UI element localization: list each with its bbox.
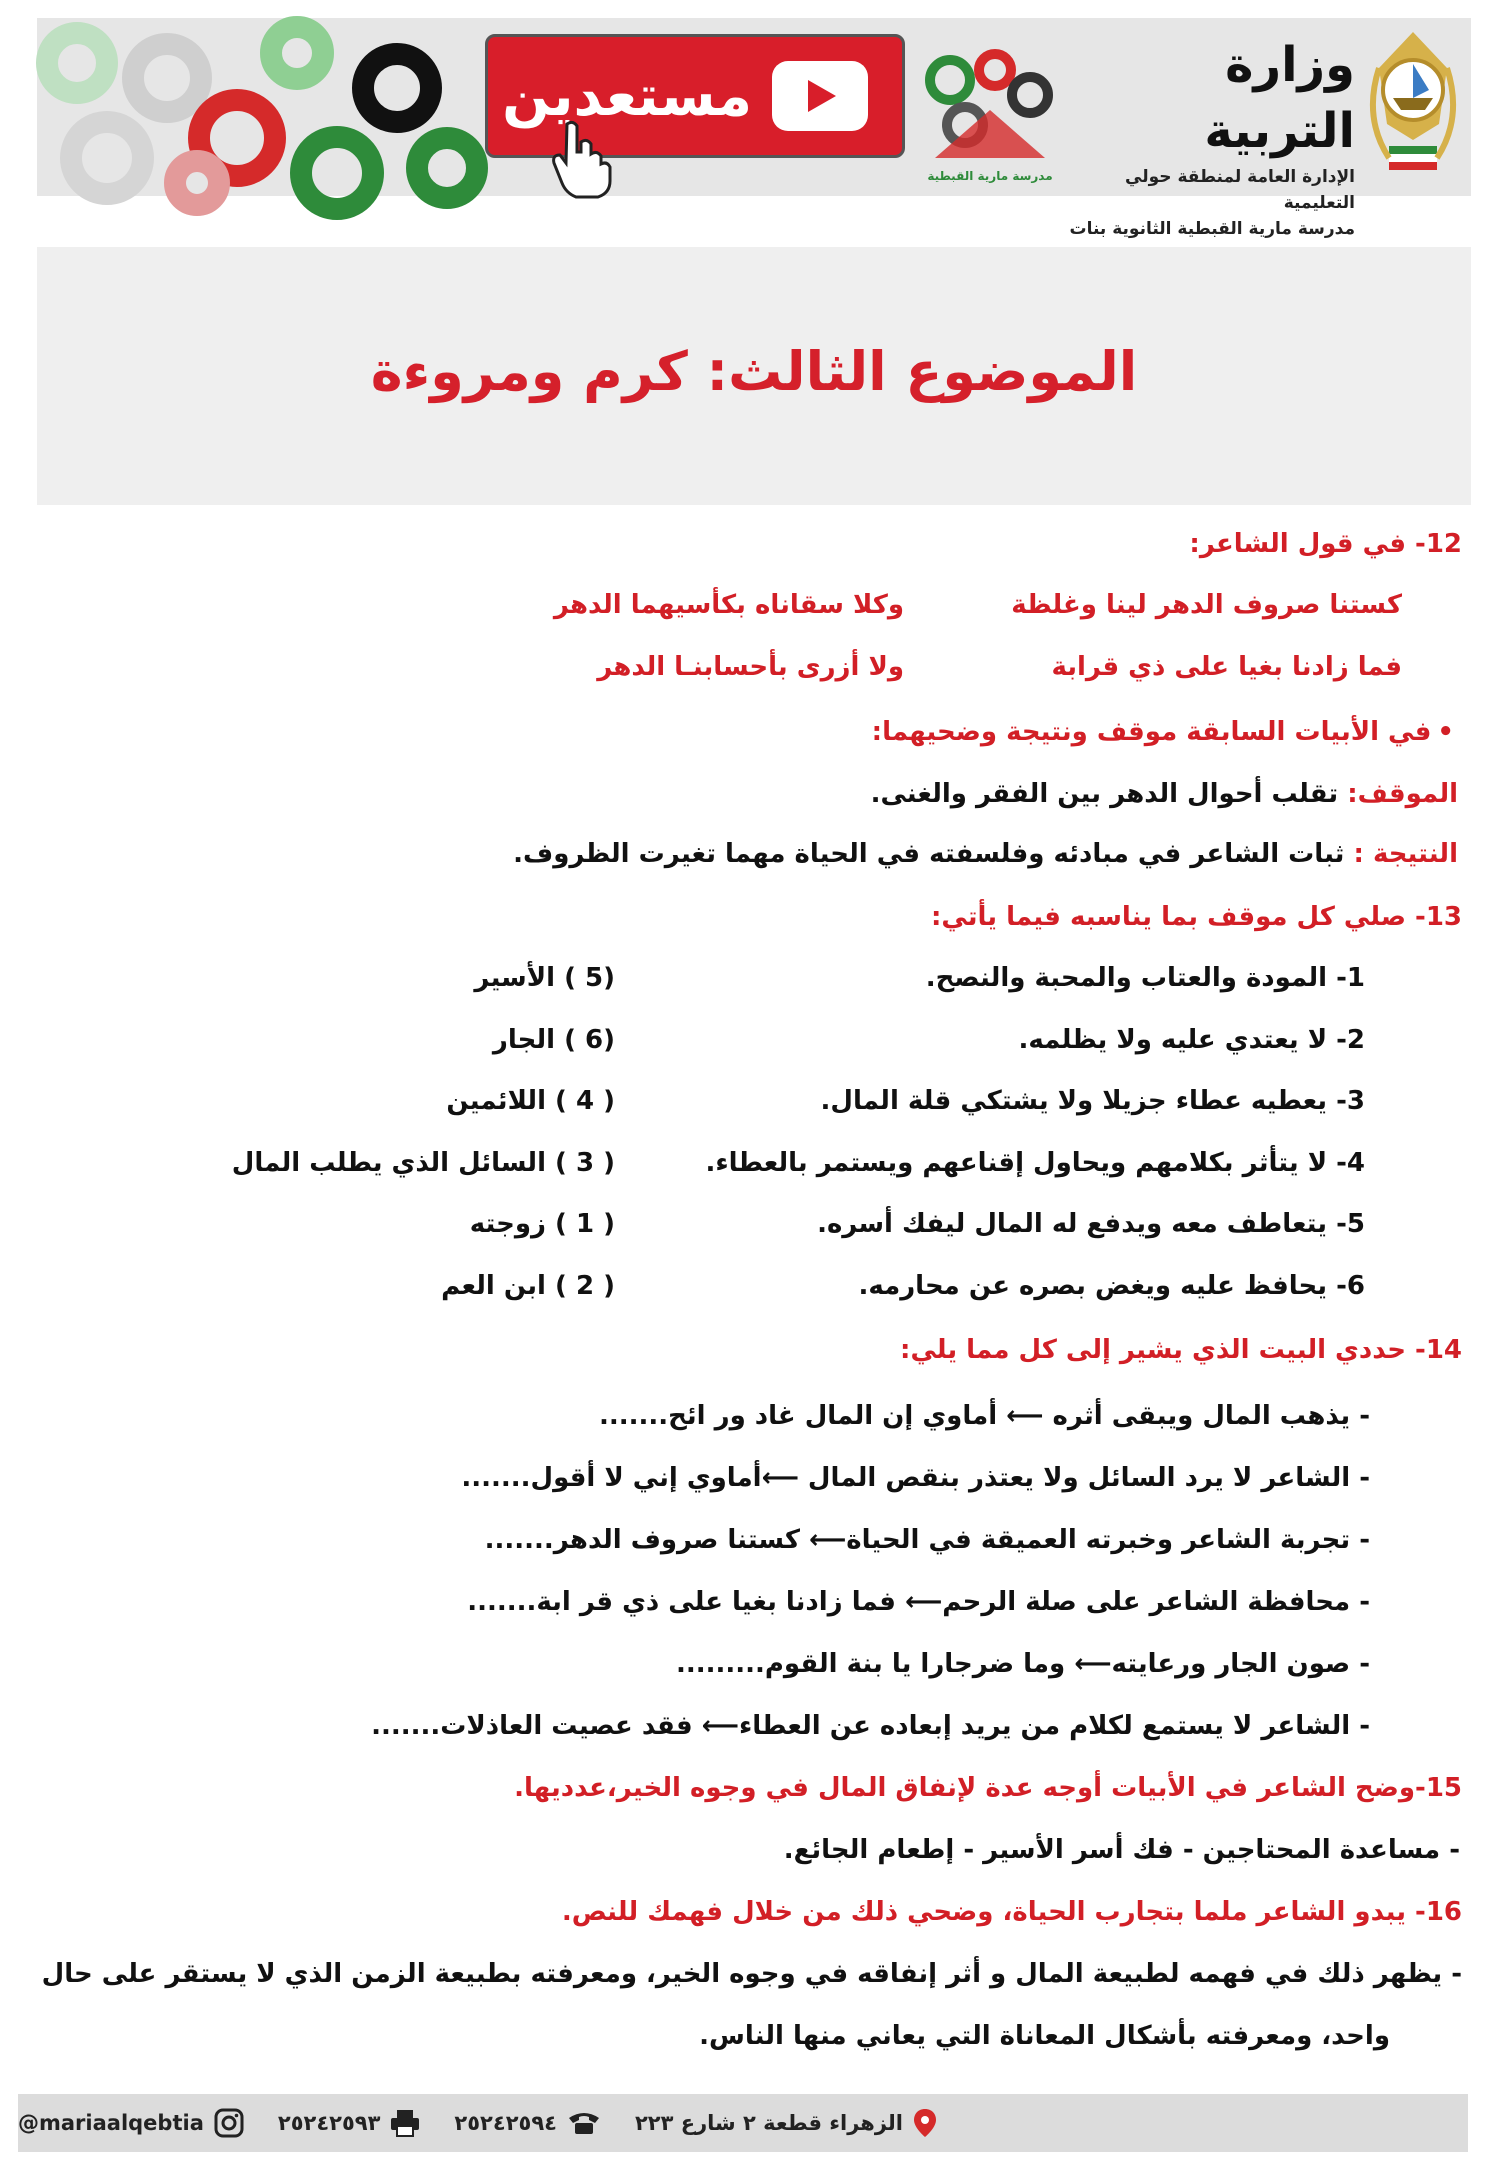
- q12-verse2-second: ولا أزرى بأحسابنـا الدهر: [597, 652, 904, 682]
- q12-stance: [871, 774, 1458, 814]
- youtube-label: مستعدين: [502, 63, 752, 129]
- q13-right-6: ( 2 ) ابن العم: [441, 1271, 615, 1301]
- ministry-subtitle: الإدارة العامة لمنطقة حولي التعليمية: [1125, 167, 1355, 213]
- q16-answer-line2: واحد، ومعرفته بأشكال المعاناة التي يعاني منها الناس.: [699, 2021, 1390, 2051]
- stance-text: تقلب أحوال الدهر بين الفقر والغنى.: [870, 779, 1339, 809]
- q14-item-3: - تجربة الشاعر وخبرته العميقة في الحياة⟵ كستنا صروف الدهر.......: [484, 1525, 1370, 1555]
- result-text: ثبات الشاعر في مبادئه وفلسفته في الحياة مهما تغيرت الظروف.: [513, 839, 1345, 869]
- footer-instagram[interactable]: @mariaalqebtia: [18, 2108, 244, 2138]
- q13-left-1: 1- المودة والعتاب والمحبة والنصح.: [925, 963, 1365, 993]
- q16-heading: 16- يبدو الشاعر ملما بتجارب الحياة، وضحي ذلك من خلال فهمك للنص.: [561, 1897, 1462, 1927]
- q14-item-5: - صون الجار ورعايته⟵ وما ضرجارا يا بنة القوم.........: [675, 1649, 1370, 1679]
- header-banner: [37, 18, 1471, 239]
- q12-result: [513, 834, 1458, 874]
- q13-left-4: 4- لا يتأثر بكلامهم ويحاول إقناعهم ويستمر بالعطاء.: [705, 1148, 1365, 1178]
- page-title: الموضوع الثالث: كرم ومروءة: [370, 339, 1138, 403]
- q12-heading: 12- في قول الشاعر:: [1189, 529, 1462, 559]
- stance-label: الموقف:: [1347, 779, 1458, 809]
- kuwait-emblem-icon: [1359, 28, 1467, 188]
- q15-answer: - مساعدة المحتاجين - فك أسر الأسير - إطعام الجائع.: [783, 1835, 1460, 1865]
- footer-fax: ٢٥٢٤٢٥٩٣: [278, 2109, 421, 2137]
- q12-verse2-first: فما زادنا بغيا على ذي قرابة: [1051, 652, 1402, 682]
- title-box: [37, 247, 1471, 505]
- q14-item-2: - الشاعر لا يرد السائل ولا يعتذر بنقص المال ⟵أماوي إني لا أقول.......: [461, 1463, 1370, 1493]
- q12-instruction: • في الأبيات السابقة موقف ونتيجة وضحيهما:: [872, 712, 1454, 752]
- school-logo: [915, 40, 1065, 190]
- q14-item-1: - يذهب المال ويبقى أثره ⟵ أماوي إن المال غاد ور ائح.......: [599, 1401, 1370, 1431]
- ministry-block: [1059, 32, 1355, 242]
- q12-verse1-first: كستنا صروف الدهر لينا وغلظة: [1011, 590, 1402, 620]
- footer-address: الزهراء قطعة ٢ شارع ٢٢٣: [635, 2108, 937, 2138]
- footer-bar: [18, 2094, 1468, 2152]
- phone-icon: [567, 2110, 601, 2136]
- result-label: النتيجة :: [1353, 839, 1458, 869]
- ministry-title: وزارة التربية: [1204, 37, 1355, 159]
- fax-printer-icon: [390, 2109, 420, 2137]
- q16-answer-line1: - يظهر ذلك في فهمه لطبيعة المال و أثر إنفاقه في وجوه الخير، ومعرفته بطبيعة الزمن الذي لا يستقر على حال: [41, 1959, 1462, 1989]
- svg-text:مدرسة مارية القبطية: مدرسة مارية القبطية: [927, 169, 1053, 183]
- school-name: مدرسة مارية القبطية الثانوية بنات: [1069, 219, 1355, 239]
- q13-left-3: 3- يعطيه عطاء جزيلا ولا يشتكي قلة المال.: [820, 1086, 1365, 1116]
- location-pin-icon: [913, 2108, 937, 2138]
- q14-heading: 14- حددي البيت الذي يشير إلى كل مما يلي:: [900, 1335, 1462, 1365]
- q14-item-6: - الشاعر لا يستمع لكلام من يريد إبعاده عن العطاء⟵ فقد عصيت العاذلات.......: [371, 1711, 1370, 1741]
- youtube-play-icon: [772, 61, 868, 131]
- q12-verse1-second: وكلا سقاناه بكأسيهما الدهر: [553, 590, 904, 620]
- instagram-icon: [214, 2108, 244, 2138]
- gears-decoration-icon: [37, 18, 477, 196]
- q13-left-6: 6- يحافظ عليه ويغض بصره عن محارمه.: [858, 1271, 1365, 1301]
- q13-right-3: ( 4 ) اللائمين: [446, 1086, 615, 1116]
- hand-cursor-icon: [547, 118, 617, 194]
- q13-left-2: 2- لا يعتدي عليه ولا يظلمه.: [1018, 1025, 1365, 1055]
- q13-right-1: (5 ) الأسير: [474, 963, 615, 993]
- q15-heading: 15-وضح الشاعر في الأبيات أوجه عدة لإنفاق المال في وجوه الخير،عدديها.: [514, 1773, 1462, 1803]
- q13-left-5: 5- يتعاطف معه ويدفع له المال ليفك أسره.: [817, 1209, 1365, 1239]
- q13-right-5: ( 1 ) زوجته: [469, 1209, 615, 1239]
- q13-heading: 13- صلي كل موقف بما يناسبه فيما يأتي:: [931, 902, 1462, 932]
- q13-right-4: ( 3 ) السائل الذي يطلب المال: [231, 1148, 615, 1178]
- q13-right-2: (6 ) الجار: [492, 1025, 615, 1055]
- footer-phone: ٢٥٢٤٢٥٩٤: [454, 2110, 601, 2136]
- q14-item-4: - محافظة الشاعر على صلة الرحم⟵ فما زادنا بغيا على ذي قر ابة.......: [467, 1587, 1370, 1617]
